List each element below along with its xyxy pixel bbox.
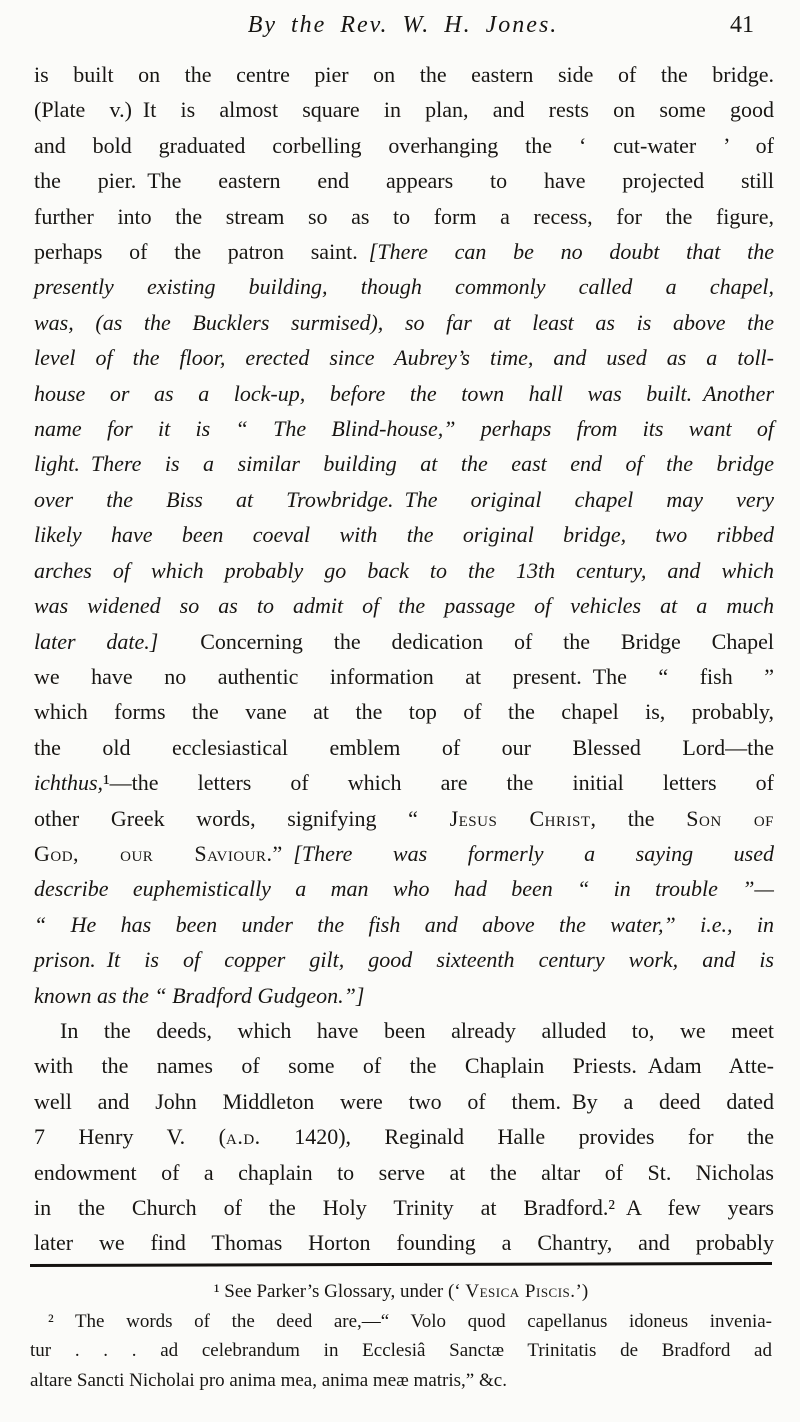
text-segment: the old ecclesiastical emblem of our Blessed Lord—the: [34, 734, 774, 760]
text-line: [34, 801, 774, 836]
page-number: 41: [730, 12, 754, 38]
text-segment: arches of which probably go back to the 13th century, and which: [34, 557, 774, 583]
text-line: [34, 1225, 774, 1260]
text-segment: Son of: [686, 805, 774, 831]
text-segment: ¹ See Parker’s Glossary, under (‘: [213, 1281, 466, 1302]
text-segment: ”: [272, 840, 294, 866]
text-line: [34, 1084, 774, 1119]
text-segment: known as the “ Bradford Gudgeon.”]: [34, 982, 365, 1008]
text-line: [34, 624, 774, 659]
text-line: [34, 978, 774, 1013]
text-segment: which forms the vane at the top of the chapel is, probably,: [34, 699, 774, 725]
text-line: [34, 765, 774, 800]
text-segment: over the Biss at Trowbridge. The original chapel may very: [34, 486, 774, 512]
text-line: [34, 305, 774, 340]
text-line: [34, 694, 774, 729]
text-line: [34, 871, 774, 906]
text-segment: endowment of a chaplain to serve at the altar of St. Nicholas: [34, 1159, 774, 1185]
text-line: [34, 199, 774, 234]
text-segment: the pier. The eastern end appears to have projected still: [34, 168, 774, 194]
text-segment: further into the stream so as to form a recess, for the figure,: [34, 203, 774, 229]
text-segment: was widened so as to admit of the passage of vehicles at a much: [34, 593, 774, 619]
text-line: [34, 1119, 774, 1154]
text-line: [34, 1155, 774, 1190]
text-segment: with the names of some of the Chaplain Priests. Adam Atte-: [34, 1053, 774, 1079]
text-segment: perhaps of the patron saint.: [34, 239, 369, 265]
text-segment: [There was formerly a saying used: [293, 840, 774, 866]
text-line: [34, 269, 774, 304]
text-segment: level of the floor, erected since Aubrey’s time, and used as a toll-: [34, 345, 774, 371]
text-segment: describe euphemistically a man who had been “ in trouble ”—: [34, 876, 774, 902]
text-line: [34, 163, 774, 198]
text-line: [34, 340, 774, 375]
text-segment: is built on the centre pier on the eastern side of the bridge.: [34, 62, 774, 87]
text-segment: (Plate v.) It is almost square in plan, and rests on some good: [34, 97, 774, 123]
text-line: [34, 588, 774, 623]
text-line: [34, 234, 774, 269]
text-segment: God, our Saviour.: [34, 840, 273, 866]
text-line: [34, 1013, 774, 1048]
text-segment: prison. It is of copper gilt, good sixteenth century work, and is: [34, 947, 774, 973]
text-segment: well and John Middleton were two of them. By a deed dated: [34, 1088, 774, 1114]
text-segment: later we find Thomas Horton founding a Chantry, and probably: [34, 1230, 774, 1256]
text-segment: we have no authentic information at present. The “ fish ”: [34, 663, 774, 689]
footnote-line: [30, 1307, 772, 1337]
text-segment: later date.]: [34, 628, 159, 654]
text-line: [34, 57, 774, 92]
footnote-line: [30, 1277, 772, 1307]
text-segment: other Greek words, signifying “: [34, 805, 450, 831]
text-segment: ichthus,: [34, 770, 104, 796]
text-line: [34, 376, 774, 411]
text-segment: tur . . . ad celebrandum in Ecclesiâ Sanctæ Trinitatis de Bradford ad: [30, 1340, 772, 1361]
text-line: [34, 128, 774, 163]
footnote-rule: [30, 1262, 772, 1267]
text-segment: Jesus Christ: [449, 805, 591, 831]
text-line: [34, 553, 774, 588]
text-segment: 1420), Reginald Halle provides for the: [260, 1124, 774, 1150]
text-line: [34, 907, 774, 942]
text-segment: In the deeds, which have been already alluded to, we meet: [60, 1017, 774, 1043]
text-line: [34, 1048, 774, 1083]
text-segment: Vesica Piscis.: [465, 1281, 576, 1302]
text-segment: altare Sancti Nicholai pro anima mea, anima meæ matris,” &c.: [30, 1369, 507, 1391]
header-title: By the Rev. W. H. Jones.: [247, 12, 559, 38]
running-header: [34, 12, 772, 46]
text-line: [34, 659, 774, 694]
text-line: [34, 517, 774, 552]
text-segment: in the Church of the Holy Trinity at Bradford.² A few years: [34, 1195, 774, 1220]
footnotes: [30, 1277, 772, 1395]
text-segment: a.d.: [226, 1124, 261, 1150]
text-segment: likely have been coeval with the original bridge, two ribbed: [34, 522, 774, 548]
text-line: [34, 92, 774, 127]
text-segment: [There can be no doubt that the: [368, 239, 774, 265]
text-line: [34, 730, 774, 765]
text-segment: and bold graduated corbelling overhanging the ‘ cut-water ’ of: [34, 132, 774, 158]
text-line: [34, 836, 774, 871]
text-segment: 7 Henry V. (: [34, 1124, 227, 1150]
footnote-line: [30, 1366, 772, 1396]
text-line: [34, 446, 774, 481]
text-line: [34, 1190, 774, 1225]
text-line: [34, 942, 774, 977]
text-segment: house or as a lock-up, before the town hall was built. Another: [34, 380, 774, 406]
footnote-line: [30, 1336, 772, 1366]
text-segment: light. There is a similar building at the east end of the bridge: [34, 451, 774, 477]
text-segment: , the: [590, 805, 687, 831]
text-segment: ¹—the letters of which are the initial letters of: [103, 770, 774, 796]
text-segment: presently existing building, though commonly called a chapel,: [34, 274, 774, 300]
text-segment: was, (as the Bucklers surmised), so far at least as is above the: [34, 309, 774, 335]
text-segment: Concerning the dedication of the Bridge Chapel: [158, 628, 774, 654]
text-line: [34, 482, 774, 517]
text-segment: “ He has been under the fish and above the water,” i.e., in: [34, 911, 774, 937]
text-segment: name for it is “ The Blind-house,” perhaps from its want of: [34, 416, 774, 442]
text-segment: ² The words of the deed are,—“ Volo quod capellanus idoneus invenia-: [48, 1310, 772, 1332]
body-text: [34, 57, 774, 1261]
text-segment: ’): [575, 1281, 589, 1302]
text-line: [34, 411, 774, 446]
